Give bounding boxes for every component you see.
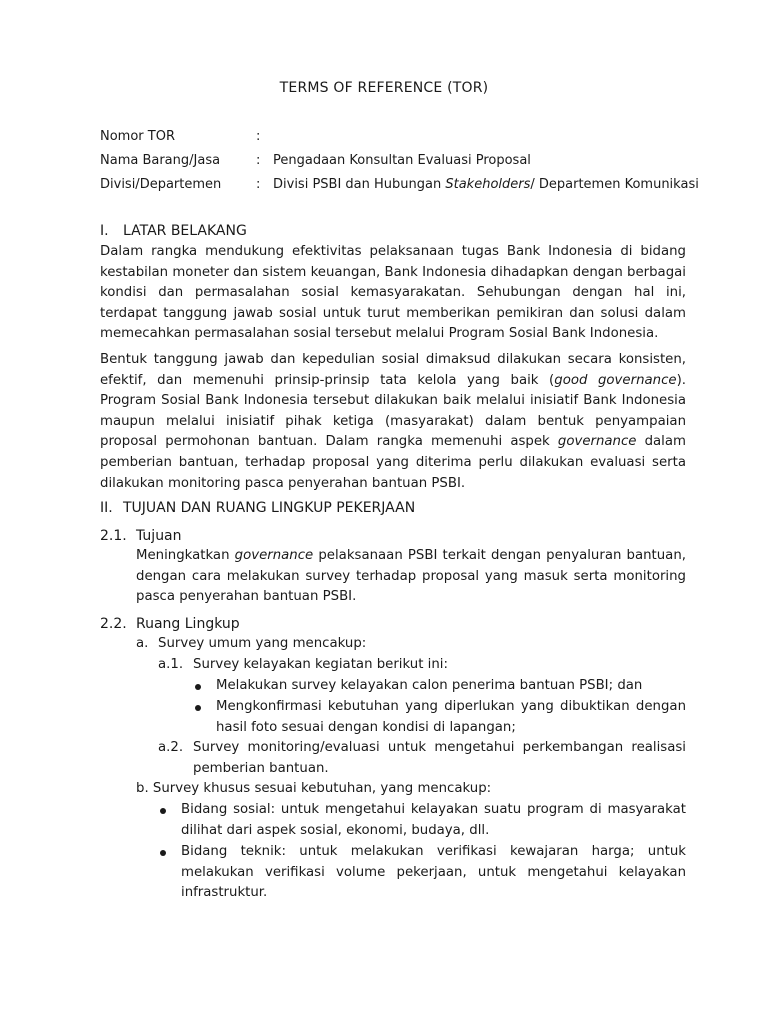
list-item-text: Survey umum yang mencakup: [158,636,367,651]
bullet-icon [160,850,166,856]
meta-colon: : [256,129,261,144]
meta-label: Nama Barang/Jasa [100,153,221,168]
section-1-paragraph-2 [100,350,686,494]
list-marker: a.2. [158,740,184,755]
meta-row-divisi [100,177,699,201]
list-item-a2 [158,738,686,780]
bullet-icon [195,684,201,690]
italic-run: good governance [554,372,677,388]
list-item-text: b. Survey khusus sesuai kebutuhan, yang mencakup: [136,781,492,796]
meta-row-nomor [100,129,690,153]
bullet-text: Mengkonfirmasi kebutuhan yang diperlukan yang dibuktikan dengan hasil foto sesuai dengan kondisi di lapangan; [216,699,686,735]
bullet-icon [195,705,201,711]
bullet-icon [160,808,166,814]
text-run: ). Program Sosial Bank Indonesia tersebut dilakukan baik melalui inisiatif Bank Indonesia maupun melalui inisiatif pihak ketiga (masyarakat) dalam bentuk penyampaian proposal permohonan bantuan. Dalam rangka memenuhi aspek [100,372,686,450]
meta-colon: : [256,177,261,192]
section-1-heading [100,223,247,239]
section-2-heading [100,500,415,516]
bullet-item [193,697,686,739]
section-number: II. [100,500,113,516]
text-run: dalam pemberian bantuan, terhadap proposal yang diterima perlu dilakukan evaluasi serta dilakukan monitoring pasca penyerahan bantuan PSBI. [100,434,686,491]
list-marker: a. [136,636,149,651]
meta-value-part: Divisi PSBI dan Hubungan [273,177,446,192]
italic-run: governance [557,434,637,450]
meta-value: Pengadaan Konsultan Evaluasi Proposal [273,153,531,168]
meta-value [273,177,699,193]
subsection-2-1-text [136,546,686,608]
bullet-item-struck [158,842,686,901]
section-title: TUJUAN DAN RUANG LINGKUP PEKERJAAN [123,500,416,516]
list-item-text: Survey monitoring/evaluasi untuk mengetahui perkembangan realisasi pemberian bantuan. [193,740,686,776]
meta-value-italic: Stakeholders [445,177,531,192]
italic-run: governance [234,548,314,563]
document-title: TERMS OF REFERENCE (TOR) [279,80,489,96]
meta-label: Divisi/Departemen [100,177,222,192]
subsection-title: Ruang Lingkup [136,616,240,632]
section-1-paragraph-1: Dalam rangka mendukung efektivitas pelaksanaan tugas Bank Indonesia di bidang kestabilan moneter dan sistem keuangan, Bank Indonesia dihadapkan dengan berbagai kondisi dan permasalahan sosial kemasyarakatan. Sehubungan dengan hal ini, terdapat tanggung jawab sosial untuk turut memberikan pemikiran dan solusi dalam memecahkan permasalahan sosial tersebut melalui Program Sosial Bank Indonesia. [100,244,686,342]
text-run: Meningkatkan [136,548,235,563]
meta-label: Nomor TOR [100,129,175,144]
meta-row-nama [100,153,690,177]
list-item-text: Survey kelayakan kegiatan berikut ini: [193,657,448,672]
section-title: LATAR BELAKANG [123,223,247,239]
text-run: pelaksanaan PSBI terkait dengan penyaluran bantuan, dengan cara melakukan survey terhadap proposal yang masuk serta monitoring pasca penyerahan bantuan PSBI. [136,548,686,605]
subsection-2-1-heading [100,528,182,544]
bullet-text: Bidang sosial: untuk mengetahui kelayakan suatu program di masyarakat dilihat dari aspek sosial, ekonomi, budaya, dll. [181,802,686,838]
list-marker: a.1. [158,657,184,672]
list-item-b-struck [136,779,686,800]
meta-colon: : [256,153,261,168]
section-number: I. [100,223,109,239]
subsection-2-2-heading [100,616,240,632]
bullet-item-struck [158,800,686,842]
subsection-number: 2.1. [100,528,127,544]
subsection-number: 2.2. [100,616,127,632]
bullet-text: Melakukan survey kelayakan calon penerima bantuan PSBI; dan [216,678,643,693]
tor-metadata [100,129,699,201]
bullet-text: Bidang teknik: untuk melakukan verifikasi kewajaran harga; untuk melakukan verifikasi volume pekerjaan, untuk mengetahui kelayakan infrastruktur. [181,844,686,901]
text-run: Bentuk tanggung jawab dan kepedulian sosial dimaksud dilakukan secara konsisten, efektif, dan memenuhi prinsip-prinsip tata kelola yang baik ( [100,352,686,388]
list-item-a [136,634,686,655]
subsection-title: Tujuan [136,528,182,544]
meta-value-part: / Departemen Komunikasi [530,177,699,192]
list-item-a1 [158,655,686,676]
bullet-item [193,676,686,697]
